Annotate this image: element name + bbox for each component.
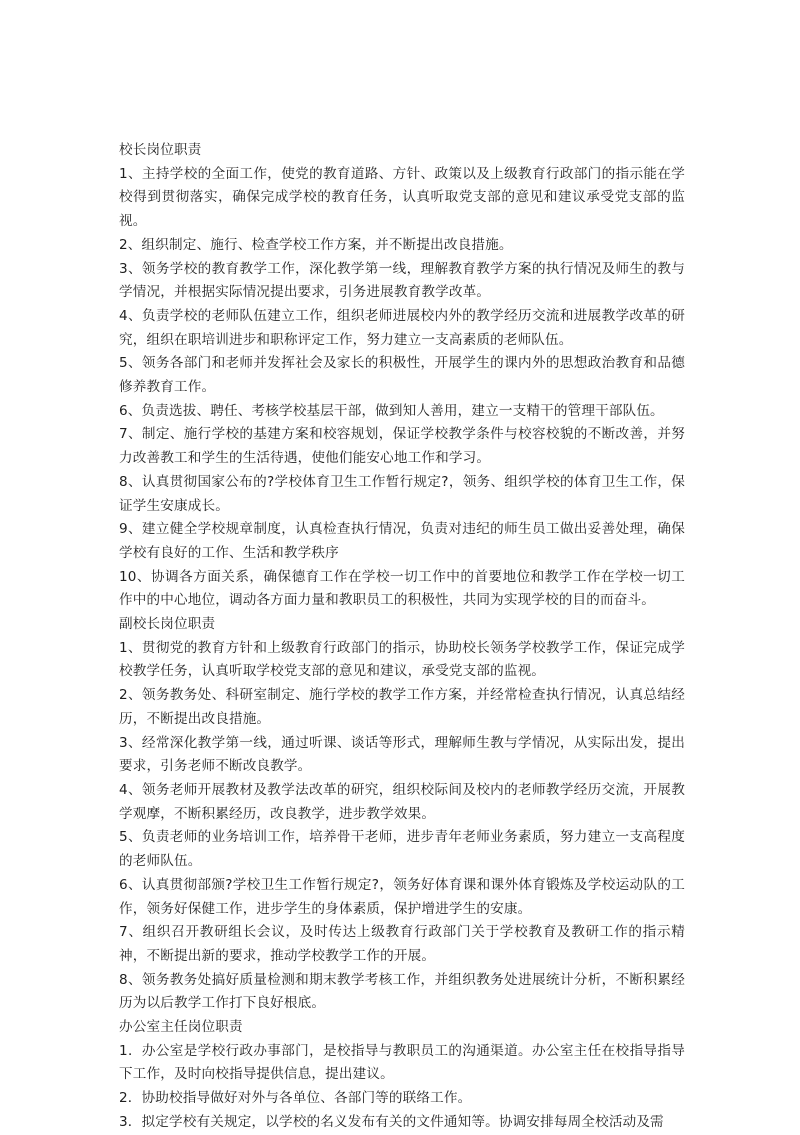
list-item: 4、领务老师开展教材及教学法改革的研究，组织校际间及校内的老师教学经历交流，开展教学观摩，不断积累经历，改良教学，进步教学效果。 bbox=[119, 781, 685, 822]
list-item: 3、领务学校的教育教学工作，深化教学第一线，理解教育教学方案的执行情况及师生的教与学情况，并根据实际情况提出要求，引务进展教育教学改革。 bbox=[119, 260, 685, 301]
list-item: 7、制定、施行学校的基建方案和校容规划，保证学校教学条件与校容校貌的不断改善，并努力改善教工和学生的生活待遇，使他们能安心地工作和学习。 bbox=[119, 426, 685, 467]
section-title: 办公室主任岗位职责 bbox=[119, 1019, 243, 1036]
section-vice-principal bbox=[119, 613, 685, 1016]
list-item: 4、负责学校的老师队伍建立工作，组织老师进展校内外的教学经历交流和进展教学改革的研究，组织在职培训进步和职称评定工作，努力建立一支高素质的老师队伍。 bbox=[119, 307, 685, 348]
list-item: 1、贯彻党的教育方针和上级教育行政部门的指示，协助校长领务学校教学工作，保证完成学校教学任务，认真听取学校党支部的意见和建议，承受党支部的监视。 bbox=[119, 639, 685, 680]
list-item: 2、领务教务处、科研室制定、施行学校的教学工作方案，并经常检查执行情况，认真总结经历，不断提出改良措施。 bbox=[119, 687, 685, 727]
document-page bbox=[119, 139, 685, 1135]
list-item: 2、组织制定、施行、检查学校工作方案，并不断提出改良措施。 bbox=[119, 236, 513, 253]
list-item: 3．拟定学校有关规定，以学校的名义发布有关的文件通知等。协调安排每周全校活动及需 bbox=[119, 1113, 664, 1130]
list-item: 7、组织召开教研组长会议，及时传达上级教育行政部门关于学校教育及教研工作的指示精神，不断提出新的要求，推动学校教学工作的开展。 bbox=[119, 924, 685, 964]
section-office-director bbox=[119, 1016, 685, 1135]
list-item: 9、建立健全学校规章制度，认真检查执行情况，负责对违纪的师生员工做出妥善处理，确保学校有良好的工作、生活和教学秩序 bbox=[119, 521, 685, 561]
list-item: 8、认真贯彻国家公布的?学校体育卫生工作暂行规定?，领务、组织学校的体育卫生工作，保证学生安康成长。 bbox=[119, 473, 685, 514]
list-item: 6、负责选拔、聘任、考核学校基层干部，做到知人善用，建立一支精干的管理干部队伍。 bbox=[119, 402, 664, 419]
section-title: 副校长岗位职责 bbox=[119, 616, 216, 633]
section-principal bbox=[119, 139, 685, 613]
list-item: 3、经常深化教学第一线，通过听课、谈话等形式，理解师生教与学情况，从实际出发，提出要求，引务老师不断改良教学。 bbox=[119, 734, 685, 775]
list-item: 5、领务各部门和老师并发挥社会及家长的积极性，开展学生的课内外的思想政治教育和品德修养教育工作。 bbox=[119, 355, 685, 396]
list-item: 6、认真贯彻部颁?学校卫生工作暂行规定?，领务好体育课和课外体育锻炼及学校运动队的工作，领务好保健工作，进步学生的身体素质，保护增进学生的安康。 bbox=[119, 876, 685, 917]
section-title: 校长岗位职责 bbox=[119, 142, 202, 158]
list-item: 1、主持学校的全面工作，使党的教育道路、方针、政策以及上级教育行政部门的指示能在学校得到贯彻落实，确保完成学校的教育任务，认真听取党支部的意见和建议承受党支部的监视。 bbox=[119, 165, 685, 230]
list-item: 10、协调各方面关系，确保德育工作在学校一切工作中的首要地位和教学工作在学校一切工作中的中心地位，调动各方面力量和教职员工的积极性，共同为实现学校的目的而奋斗。 bbox=[119, 568, 685, 609]
list-item: 2．协助校指导做好对外与各单位、各部门等的联络工作。 bbox=[119, 1090, 472, 1107]
list-item: 1．办公室是学校行政办事部门，是校指导与教职员工的沟通渠道。办公室主任在校指导指导下工作，及时向校指导提供信息，提出建议。 bbox=[119, 1042, 685, 1083]
list-item: 5、负责老师的业务培训工作，培养骨干老师，进步青年老师业务素质，努力建立一支高程度的老师队伍。 bbox=[119, 829, 685, 870]
list-item: 8、领务教务处搞好质量检测和期末教学考核工作，并组织教务处进展统计分析，不断积累经历为以后教学工作打下良好根底。 bbox=[119, 971, 685, 1012]
